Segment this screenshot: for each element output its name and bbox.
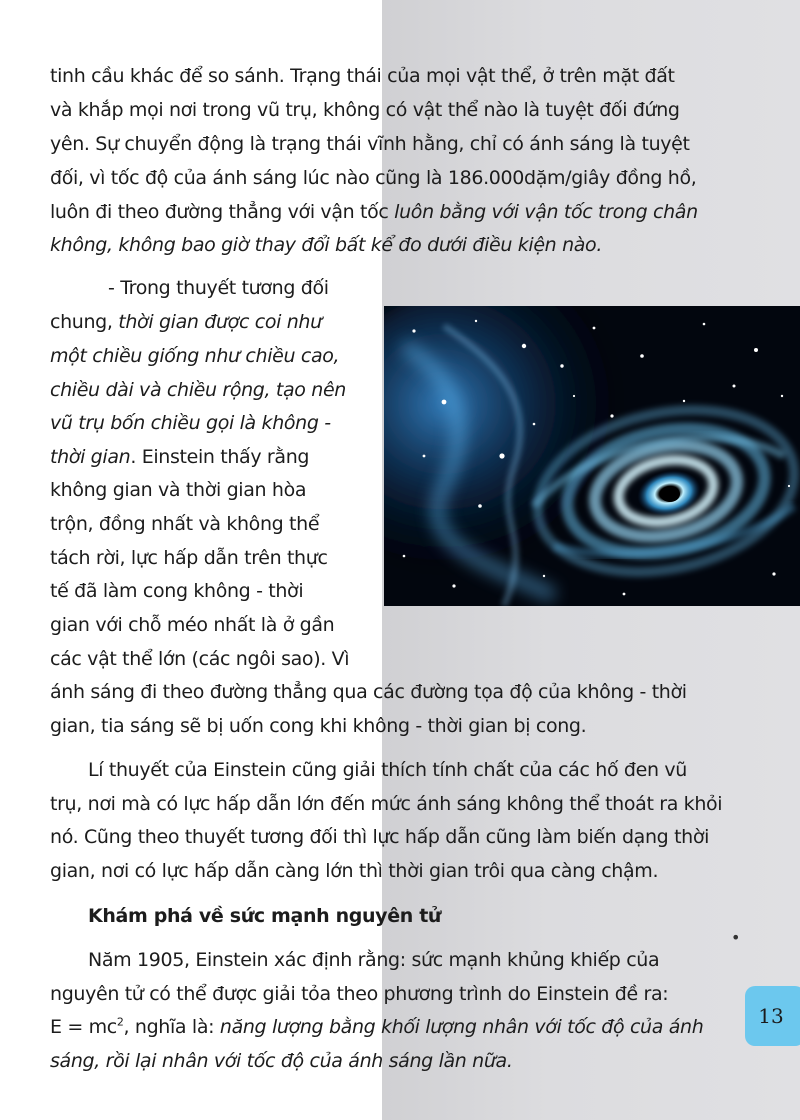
para4-line3-regular: , nghĩa là: [123,1016,220,1038]
section-heading: Khám phá về sức mạnh nguyên tử [88,905,442,927]
para4-line4-italic: sáng, rồi lại nhân với tốc độ của ánh sáng lần nữa. [50,1050,513,1072]
para1-line1: tinh cầu khác để so sánh. Trạng thái của mọi vật thể, ở trên mặt đất [50,65,675,87]
para4-line4 [50,1045,513,1079]
para2-line6-italic: thời gian [50,446,131,468]
para2-line1: - Trong thuyết tương đối [108,277,329,299]
para3-line3: nó. Cũng theo thuyết tương đối thì lực hấp dẫn cũng làm biến dạng thời [50,826,710,848]
para2-line6-regular: . Einstein thấy rằng [130,446,310,468]
para2-line10: tế đã làm cong không - thời [50,580,304,602]
equation: E = mc [50,1016,117,1038]
para2-line5-italic: vũ trụ bốn chiều gọi là không - [50,412,331,434]
para4-line2: nguyên tử có thể được giải tỏa theo phương trình do Einstein đề ra: [50,983,669,1005]
para2-line8: trộn, đồng nhất và không thể [50,513,320,535]
para4-line1: Năm 1905, Einstein xác định rằng: sức mạnh khủng khiếp của [88,949,660,971]
galaxy-illustration [384,306,800,606]
para1-line5-regular: luôn đi theo đường thẳng với vận tốc [50,201,395,223]
para2-line11: gian với chỗ méo nhất là ở gần [50,614,335,636]
page-number-tab [745,986,800,1046]
para2-line2-regular: chung, [50,311,119,333]
para2-line7: không gian và thời gian hòa [50,479,307,501]
para1-line2: và khắp mọi nơi trong vũ trụ, không có vật thể nào là tuyệt đối đứng [50,99,680,121]
para2-line14: gian, tia sáng sẽ bị uốn cong khi không - thời gian bị cong. [50,715,587,737]
page-number: 13 [758,1004,784,1028]
para2-line4-italic: chiều dài và chiều rộng, tạo nên [50,379,346,401]
para1-line5 [50,196,698,230]
para3-line4: gian, nơi có lực hấp dẫn càng lớn thì thời gian trôi qua càng chậm. [50,860,659,882]
para1-line4: đối, vì tốc độ của ánh sáng lúc nào cũng là 186.000dặm/giây đồng hồ, [50,167,697,189]
para2-line2 [50,306,322,340]
para2-line5 [50,407,331,441]
para4-line3-italic: năng lượng bằng khối lượng nhân với tốc độ của ánh [219,1016,704,1038]
para2-line9: tách rời, lực hấp dẫn trên thực [50,547,328,569]
para3-line2: trụ, nơi mà có lực hấp dẫn lớn đến mức ánh sáng không thể thoát ra khỏi [50,793,723,815]
para2-line4 [50,374,346,408]
para4-line3 [50,1011,703,1045]
para2-line13: ánh sáng đi theo đường thẳng qua các đường tọa độ của không - thời [50,681,687,703]
decorative-dot: • [731,928,741,947]
para2-line2-italic: thời gian được coi như [118,311,322,333]
para1-line6 [50,229,602,263]
para1-line3: yên. Sự chuyển động là trạng thái vĩnh hằng, chỉ có ánh sáng là tuyệt [50,133,690,155]
para2-line12: các vật thể lớn (các ngôi sao). Vì [50,648,350,670]
para1-line6-italic: không, không bao giờ thay đổi bất kể đo dưới điều kiện nào. [50,234,603,256]
para2-line6 [50,441,309,475]
para2-line3-italic: một chiều giống như chiều cao, [50,345,340,367]
para1-line5-italic: luôn bằng với vận tốc trong chân [394,201,698,223]
equation-exponent: 2 [116,1015,124,1029]
black-hole-galaxy-image [384,306,800,606]
para2-line3 [50,340,339,374]
para3-line1: Lí thuyết của Einstein cũng giải thích tính chất của các hố đen vũ [88,759,687,781]
